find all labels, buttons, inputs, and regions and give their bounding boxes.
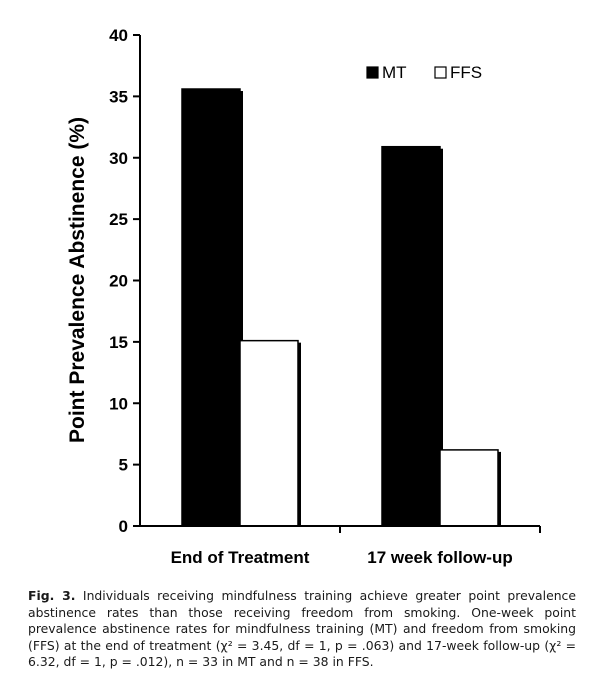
- y-axis-label: Point Prevalence Abstinence (%): [66, 117, 89, 443]
- y-tick-label: 0: [118, 517, 128, 536]
- y-tick-label: 25: [109, 210, 128, 230]
- y-tick-label: 20: [109, 271, 128, 291]
- x-tick-label: 17 week follow-up: [367, 548, 513, 567]
- y-tick-label: 10: [109, 394, 128, 414]
- bars-group: [182, 89, 501, 526]
- y-ticks-group: [109, 26, 140, 536]
- legend-label-mt: MT: [382, 63, 407, 82]
- y-tick-label: 15: [109, 332, 128, 352]
- y-tick-label: 30: [109, 148, 128, 168]
- caption-text: Individuals receiving mindfulness training achieve greater point prevalence abstinence rates than those receiving freedom from smoking. One-week point prevalence abstinence rates for mindfulness training (MT) and freedom from smoking (FFS) at the end of treatment (χ² = 3.45, df = 1, p = .063) and 17-week follow-up (χ² = 6.32, df = 1, p = .012), n = 33 in MT and n = 38 in FFS.: [28, 588, 576, 669]
- x-labels-group: [171, 526, 540, 567]
- legend-swatch-mt: [367, 67, 378, 78]
- legend-swatch-ffs: [435, 67, 446, 78]
- y-tick-label: 40: [109, 26, 128, 45]
- bar-mt: [182, 89, 240, 526]
- bar-ffs: [240, 341, 298, 526]
- y-tick-label: 5: [118, 455, 128, 475]
- legend: [367, 63, 482, 82]
- bar-mt: [382, 147, 440, 526]
- bar-ffs: [440, 450, 498, 526]
- caption-label: Fig. 3.: [28, 588, 76, 603]
- figure-caption: [28, 588, 576, 671]
- y-tick-label: 35: [109, 87, 128, 107]
- legend-label-ffs: FFS: [450, 63, 483, 82]
- x-tick-label: End of Treatment: [170, 548, 310, 567]
